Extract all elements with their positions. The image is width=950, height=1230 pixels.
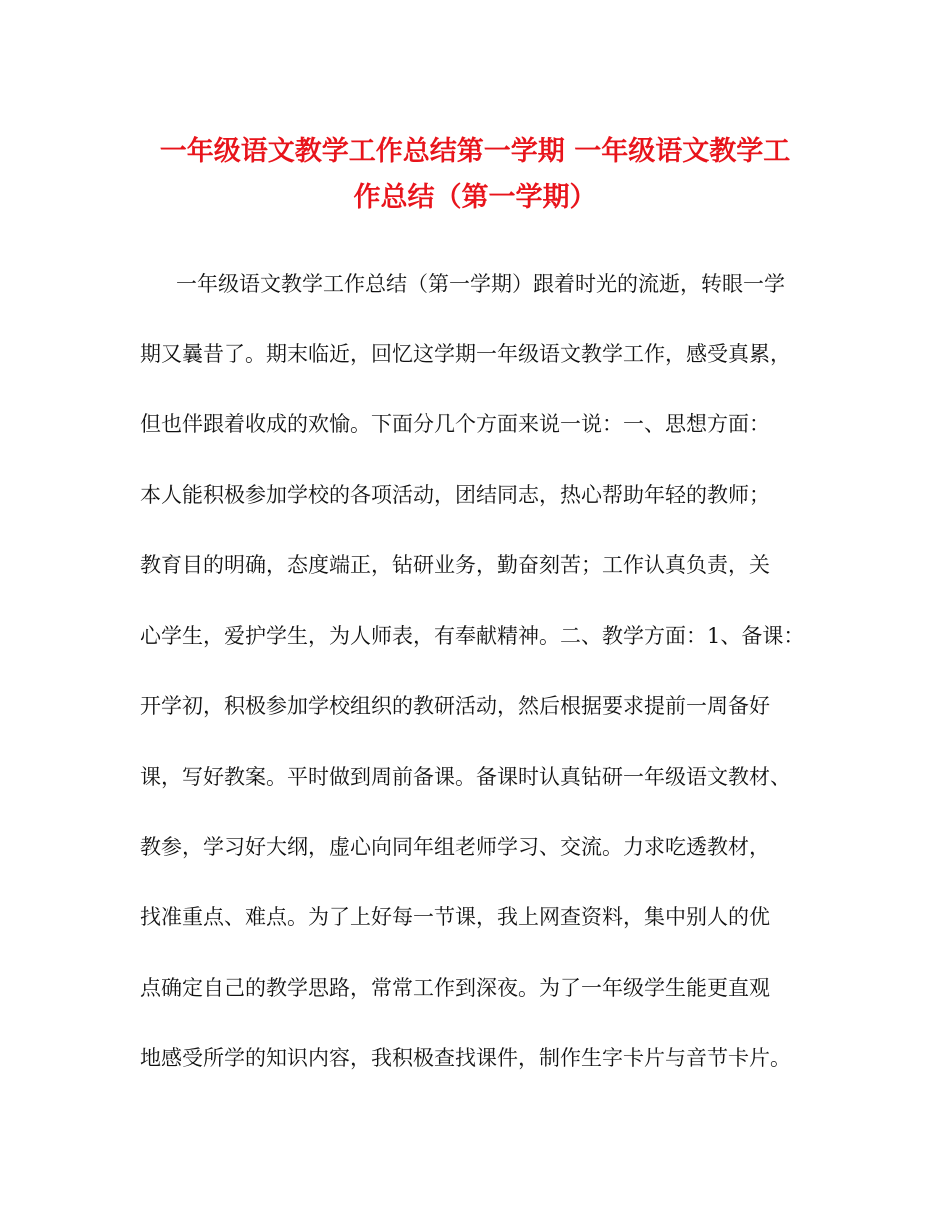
body-line-12: 地感受所学的知识内容，我积极查找课件，制作生字卡片与音节卡片。: [140, 1046, 791, 1070]
document-title-line-2: 作总结（第一学期）: [353, 182, 597, 213]
body-line-6: 心学生，爱护学生，为人师表，有奉献精神。二、教学方面：1、备课：: [140, 624, 805, 648]
body-line-7: 开学初，积极参加学校组织的教研活动，然后根据要求提前一周备好: [140, 694, 770, 718]
body-line-5: 教育目的明确，态度端正，钻研业务，勤奋刻苦；工作认真负责，关: [140, 553, 770, 577]
body-line-4: 本人能积极参加学校的各项活动，团结同志，热心帮助年轻的教师；: [140, 483, 770, 507]
body-line-1: 一年级语文教学工作总结（第一学期）跟着时光的流逝，转眼一学: [176, 272, 785, 296]
document-title-line-1: 一年级语文教学工作总结第一学期 一年级语文教学工: [159, 136, 791, 167]
body-line-10: 找准重点、难点。为了上好每一节课，我上网查资料，集中别人的优: [140, 905, 770, 929]
body-line-11: 点确定自己的教学思路，常常工作到深夜。为了一年级学生能更直观: [140, 976, 770, 1000]
body-line-3: 但也伴跟着收成的欢愉。下面分几个方面来说一说：一、思想方面：: [140, 412, 770, 436]
body-line-9: 教参，学习好大纲，虚心向同年组老师学习、交流。力求吃透教材，: [140, 835, 770, 859]
body-line-2: 期又曩昔了。期末临近，回忆这学期一年级语文教学工作，感受真累，: [140, 342, 791, 366]
body-line-8: 课，写好教案。平时做到周前备课。备课时认真钻研一年级语文教材、: [140, 765, 791, 789]
